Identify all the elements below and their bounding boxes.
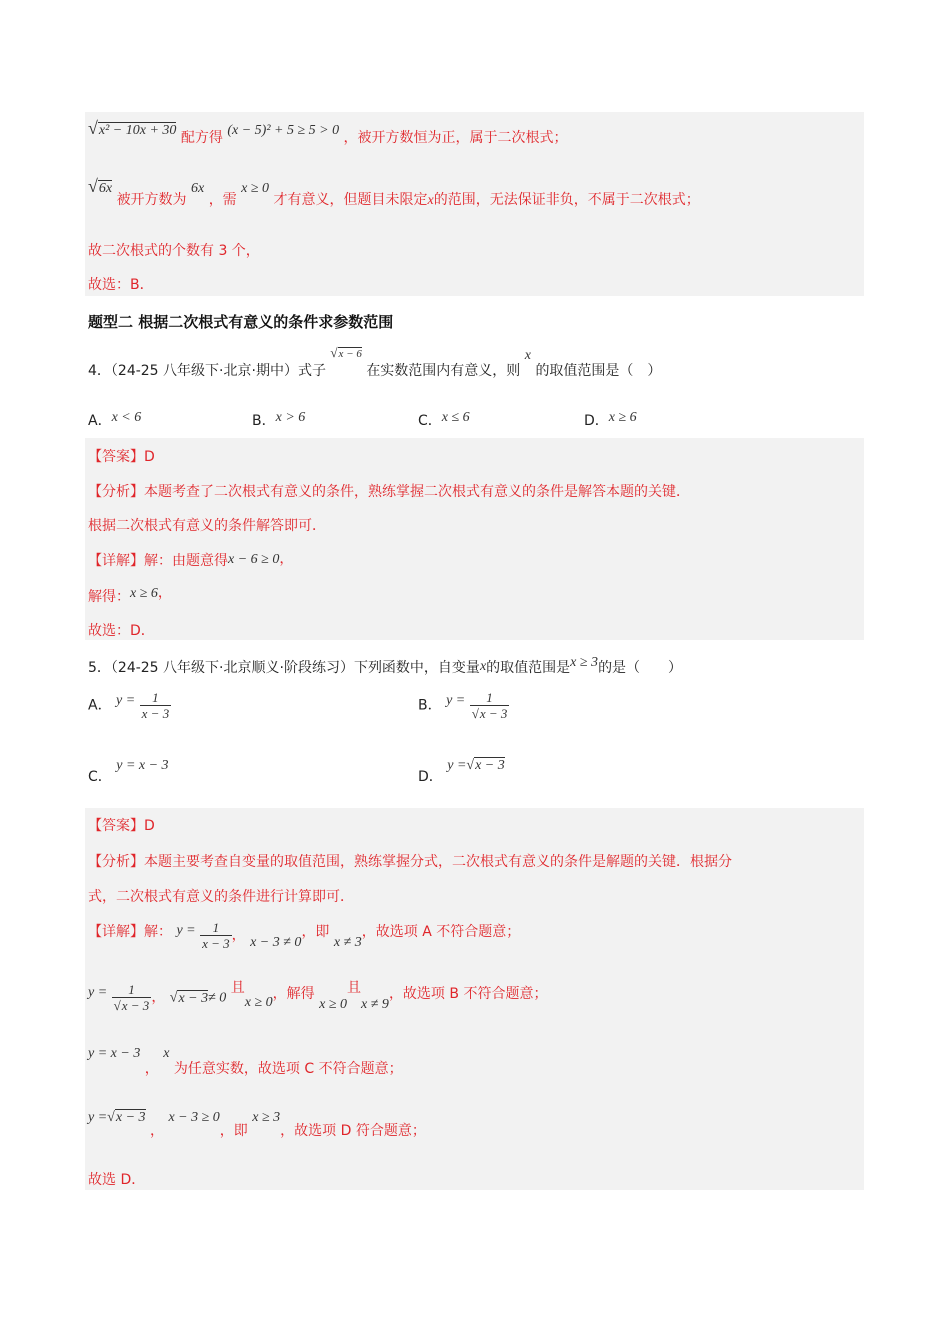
box3-detail-d: y =√x − 3 ， x − 3 ≥ 0，即 x ≥ 3，故选项 D 符合题意； <box>88 1110 426 1139</box>
q5-option-c[interactable]: C． y = x − 3 <box>88 758 169 785</box>
box2-analysis-1: 【分析】本题考查了二次根式有意义的条件，熟练掌握二次根式有意义的条件是解答本题的关键． <box>88 484 690 500</box>
q5-option-b[interactable]: B． y = $\frac{1}{√x - 3}$ <box>418 690 508 721</box>
box2-analysis-2: 根据二次根式有意义的条件解答即可． <box>88 518 326 534</box>
question-4: 4．（24-25 八年级下·北京·期中）式子 √x − 6 在实数范围内有意义，则 x 的取值范围是（ ） <box>88 345 662 379</box>
box3-detail-c: y = x − 3 ， x 为任意实数，故选项 C 不符合题意； <box>88 1046 403 1077</box>
box2-choose: 故选：D． <box>88 623 155 639</box>
box2-detail: 【详解】解：由题意得x − 6 ≥ 0， <box>88 551 294 569</box>
q5-option-d[interactable]: D． y =√x − 3 <box>418 758 505 785</box>
box1-line1: √x² − 10x + 30 配方得 (x − 5)² + 5 ≥ 5 > 0 ，被开方数恒为正，属于二次根式； <box>88 118 568 146</box>
q4-option-a[interactable]: A．x < 6 <box>88 410 142 429</box>
box1-choose: 故选：B． <box>88 277 154 293</box>
box1-line2: √6x 被开方数为 6x ，需 x ≥ 0 才有意义，但题目未限定x的范围，无法保证非负，不属于二次根式； <box>88 176 700 208</box>
box3-choose: 故选 D． <box>88 1172 146 1188</box>
q4-option-b[interactable]: B．x > 6 <box>252 410 306 429</box>
q5-option-a[interactable]: A． y = $\frac{1}{x - 3}$ <box>88 690 170 721</box>
q4-option-c[interactable]: C．x ≤ 6 <box>418 410 470 429</box>
box3-detail-b: y = $\frac{1}{√x - 3}$ ， √x − 3≠ 0 且x ≥ 0，解得 x ≥ 0且x ≠ 9，故选项 B 不符合题意； <box>88 979 548 1013</box>
solution-box-2 <box>85 438 864 640</box>
box2-solve: 解得：x ≥ 6， <box>88 585 172 605</box>
box3-analysis-1: 【分析】本题主要考查自变量的取值范围，熟练掌握分式，二次根式有意义的条件是解题的关键．根据分 <box>88 854 732 870</box>
fraction: $\frac{1}{√x - 3}$ <box>471 690 508 721</box>
box3-answer: 【答案】D <box>88 818 155 834</box>
section-heading: 题型二 根据二次根式有意义的条件求参数范围 <box>88 313 394 331</box>
box1-count: 故二次根式的个数有 3 个， <box>88 243 260 259</box>
fraction: $\frac{1}{x - 3}$ <box>141 690 170 721</box>
box3-detail-a: 【详解】解： y = $\frac{1}{x - 3}$ ， x − 3 ≠ 0，即 x ≠ 3，故选项 A 不符合题意； <box>88 920 521 951</box>
q4-option-d[interactable]: D．x ≥ 6 <box>584 410 637 429</box>
radicand: x² − 10x + 30 <box>98 123 177 138</box>
box2-answer: 【答案】D <box>88 449 155 465</box>
question-5: 5．（24-25 八年级下·北京顺义·阶段练习）下列函数中，自变量x的取值范围是x ≥ 3的是（ ） <box>88 655 683 676</box>
box3-analysis-2: 式，二次根式有意义的条件进行计算即可． <box>88 889 354 905</box>
